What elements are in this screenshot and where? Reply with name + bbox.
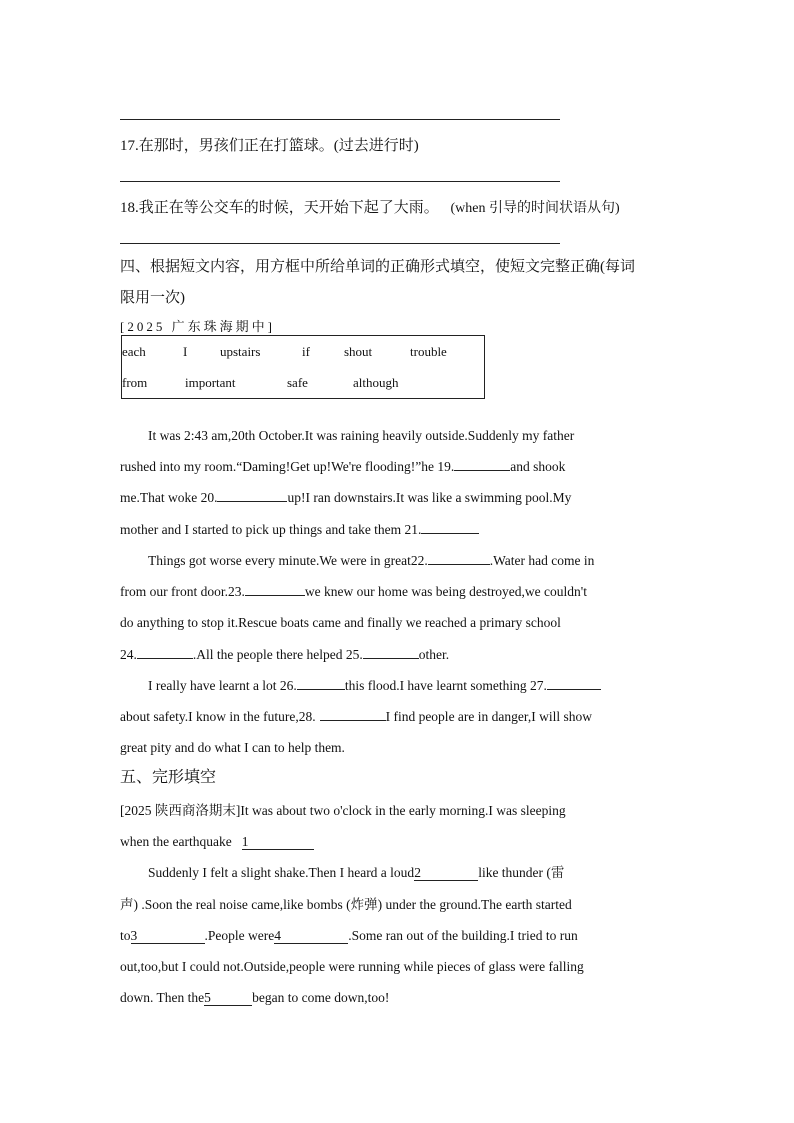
- cloze-passage: [120, 795, 673, 1013]
- p3-line-2: [120, 701, 673, 732]
- p1-line-1: It was 2:43 am,20th October.It was raining heavily outside.Suddenly my father: [148, 428, 575, 443]
- cloze-blank-5[interactable]: 5: [204, 991, 252, 1006]
- question-17: 17.在那时，男孩们正在打篮球。(过去进行时): [120, 138, 419, 154]
- cloze-blank-2[interactable]: 2: [414, 866, 478, 881]
- p1-line-2-tail: and shook: [510, 459, 566, 475]
- passage-paragraph-2: [120, 545, 673, 670]
- section-4-title-line1: 四、根据短文内容，用方框中所给单词的正确形式填空，使短文完整正确(每词: [120, 259, 635, 275]
- cloze-line-3-text: Suddenly I felt a slight shake.Then I heard a loud: [148, 865, 415, 881]
- word-i: I: [183, 344, 188, 359]
- blank-25[interactable]: [363, 644, 419, 659]
- blank-21[interactable]: [421, 519, 479, 534]
- blank-26[interactable]: [297, 675, 345, 690]
- cloze-line-5: [120, 920, 673, 951]
- cloze-line-4: 声) .Soon the real noise came,like bombs (炸弹) under the ground.The earth started: [120, 896, 572, 912]
- cloze-line-5-tail: .Some ran out of the building.I tried to run: [348, 927, 578, 943]
- cloze-line-7: [120, 982, 673, 1013]
- cloze-blank-3[interactable]: 3: [131, 929, 205, 944]
- cloze-blank-1[interactable]: 1: [242, 835, 314, 850]
- cloze-line-2-text: when the earthquake: [120, 834, 232, 850]
- question-18: [120, 196, 620, 217]
- p2-line-3: do anything to stop it.Rescue boats came and finally we reached a primary school: [120, 615, 561, 631]
- p3-line-1-mid: this flood.I have learnt something 27.: [344, 678, 547, 693]
- answer-line-16[interactable]: [120, 119, 560, 120]
- p1-line-3-text: me.That woke 20.: [120, 490, 218, 506]
- cloze-line-5-text: to: [120, 927, 131, 943]
- word-important: important: [185, 375, 236, 390]
- p2-line-2: [120, 576, 673, 607]
- blank-20[interactable]: [217, 487, 287, 502]
- word-each: each: [122, 344, 146, 359]
- blank-28[interactable]: [320, 706, 386, 721]
- cloze-line-1: [120, 795, 673, 826]
- section-5-source: [2025 陕西商洛期末]: [120, 803, 241, 818]
- blank-27[interactable]: [547, 675, 601, 690]
- p1-line-4-text: mother and I started to pick up things and take them 21.: [120, 521, 422, 537]
- section-4-title: [120, 252, 676, 314]
- p2-line-2-tail: we knew our home was being destroyed,we couldn't: [304, 584, 587, 600]
- cloze-line-7-tail: began to come down,too!: [252, 990, 390, 1006]
- cloze-line-1-text: It was about two o'clock in the early morning.I was sleeping: [240, 803, 566, 818]
- cloze-line-3-tail: like thunder (雷: [478, 865, 565, 881]
- word-trouble: trouble: [410, 344, 447, 359]
- blank-24[interactable]: [137, 644, 193, 659]
- word-safe: safe: [287, 375, 308, 390]
- answer-line-18[interactable]: [120, 243, 560, 244]
- p1-line-2-text: rushed into my room.“Daming!Get up!We're flooding!”he 19.: [120, 459, 455, 475]
- p2-line-1: [120, 545, 673, 576]
- p1-line-3-tail: up!I ran downstairs.It was like a swimming pool.My: [287, 490, 572, 506]
- word-box: [121, 335, 485, 399]
- p3-line-1-text: I really have learnt a lot 26.: [148, 678, 297, 693]
- answer-line-17[interactable]: [120, 181, 560, 182]
- p2-line-4-text: 24.: [120, 646, 137, 662]
- passage-paragraph-3: [120, 670, 673, 764]
- word-shout: shout: [344, 344, 373, 359]
- word-from: from: [122, 375, 148, 390]
- blank-23[interactable]: [245, 581, 305, 596]
- p3-line-2-text: about safety.I know in the future,28.: [120, 709, 316, 725]
- cloze-line-2: [120, 826, 673, 857]
- p1-line-2: [120, 451, 673, 482]
- question-18-text: 18.我正在等公交车的时候，天开始下起了大雨。: [120, 200, 439, 216]
- p2-line-4-mid: .All the people there helped 25.: [192, 646, 363, 662]
- cloze-line-7-text: down. Then the: [120, 990, 205, 1006]
- section-4-source: [2025 广东珠海期中]: [120, 319, 275, 334]
- blank-19[interactable]: [454, 456, 510, 471]
- p2-line-1-text: Things got worse every minute.We were in great22.: [148, 553, 428, 568]
- p3-line-1: [120, 670, 673, 701]
- blank-22[interactable]: [428, 550, 490, 565]
- cloze-line-6: out,too,but I could not.Outside,people were running while pieces of glass were falling: [120, 959, 584, 975]
- section-5-title: 五、完形填空: [120, 769, 217, 786]
- question-18-hint: (when 引导的时间状语从句): [450, 201, 620, 216]
- passage-paragraph-1: [120, 420, 673, 545]
- p2-line-2-text: from our front door.23.: [120, 584, 245, 600]
- p3-line-2-tail: I find people are in danger,I will show: [385, 709, 592, 725]
- section-4-title-line2: 限用一次): [120, 290, 185, 306]
- cloze-blank-4[interactable]: 4: [274, 929, 348, 944]
- p1-line-4: [120, 514, 673, 545]
- p3-line-3: great pity and do what I can to help them.: [120, 740, 345, 756]
- word-upstairs: upstairs: [220, 344, 261, 359]
- p1-line-3: [120, 482, 673, 513]
- p2-line-1-tail: .Water had come in: [489, 553, 595, 568]
- cloze-line-5-mid: .People were: [204, 927, 275, 943]
- word-if: if: [302, 344, 310, 359]
- p2-line-4-tail: other.: [418, 646, 450, 662]
- cloze-line-3: [120, 857, 673, 888]
- word-although: although: [353, 375, 399, 390]
- p2-line-4: [120, 639, 673, 670]
